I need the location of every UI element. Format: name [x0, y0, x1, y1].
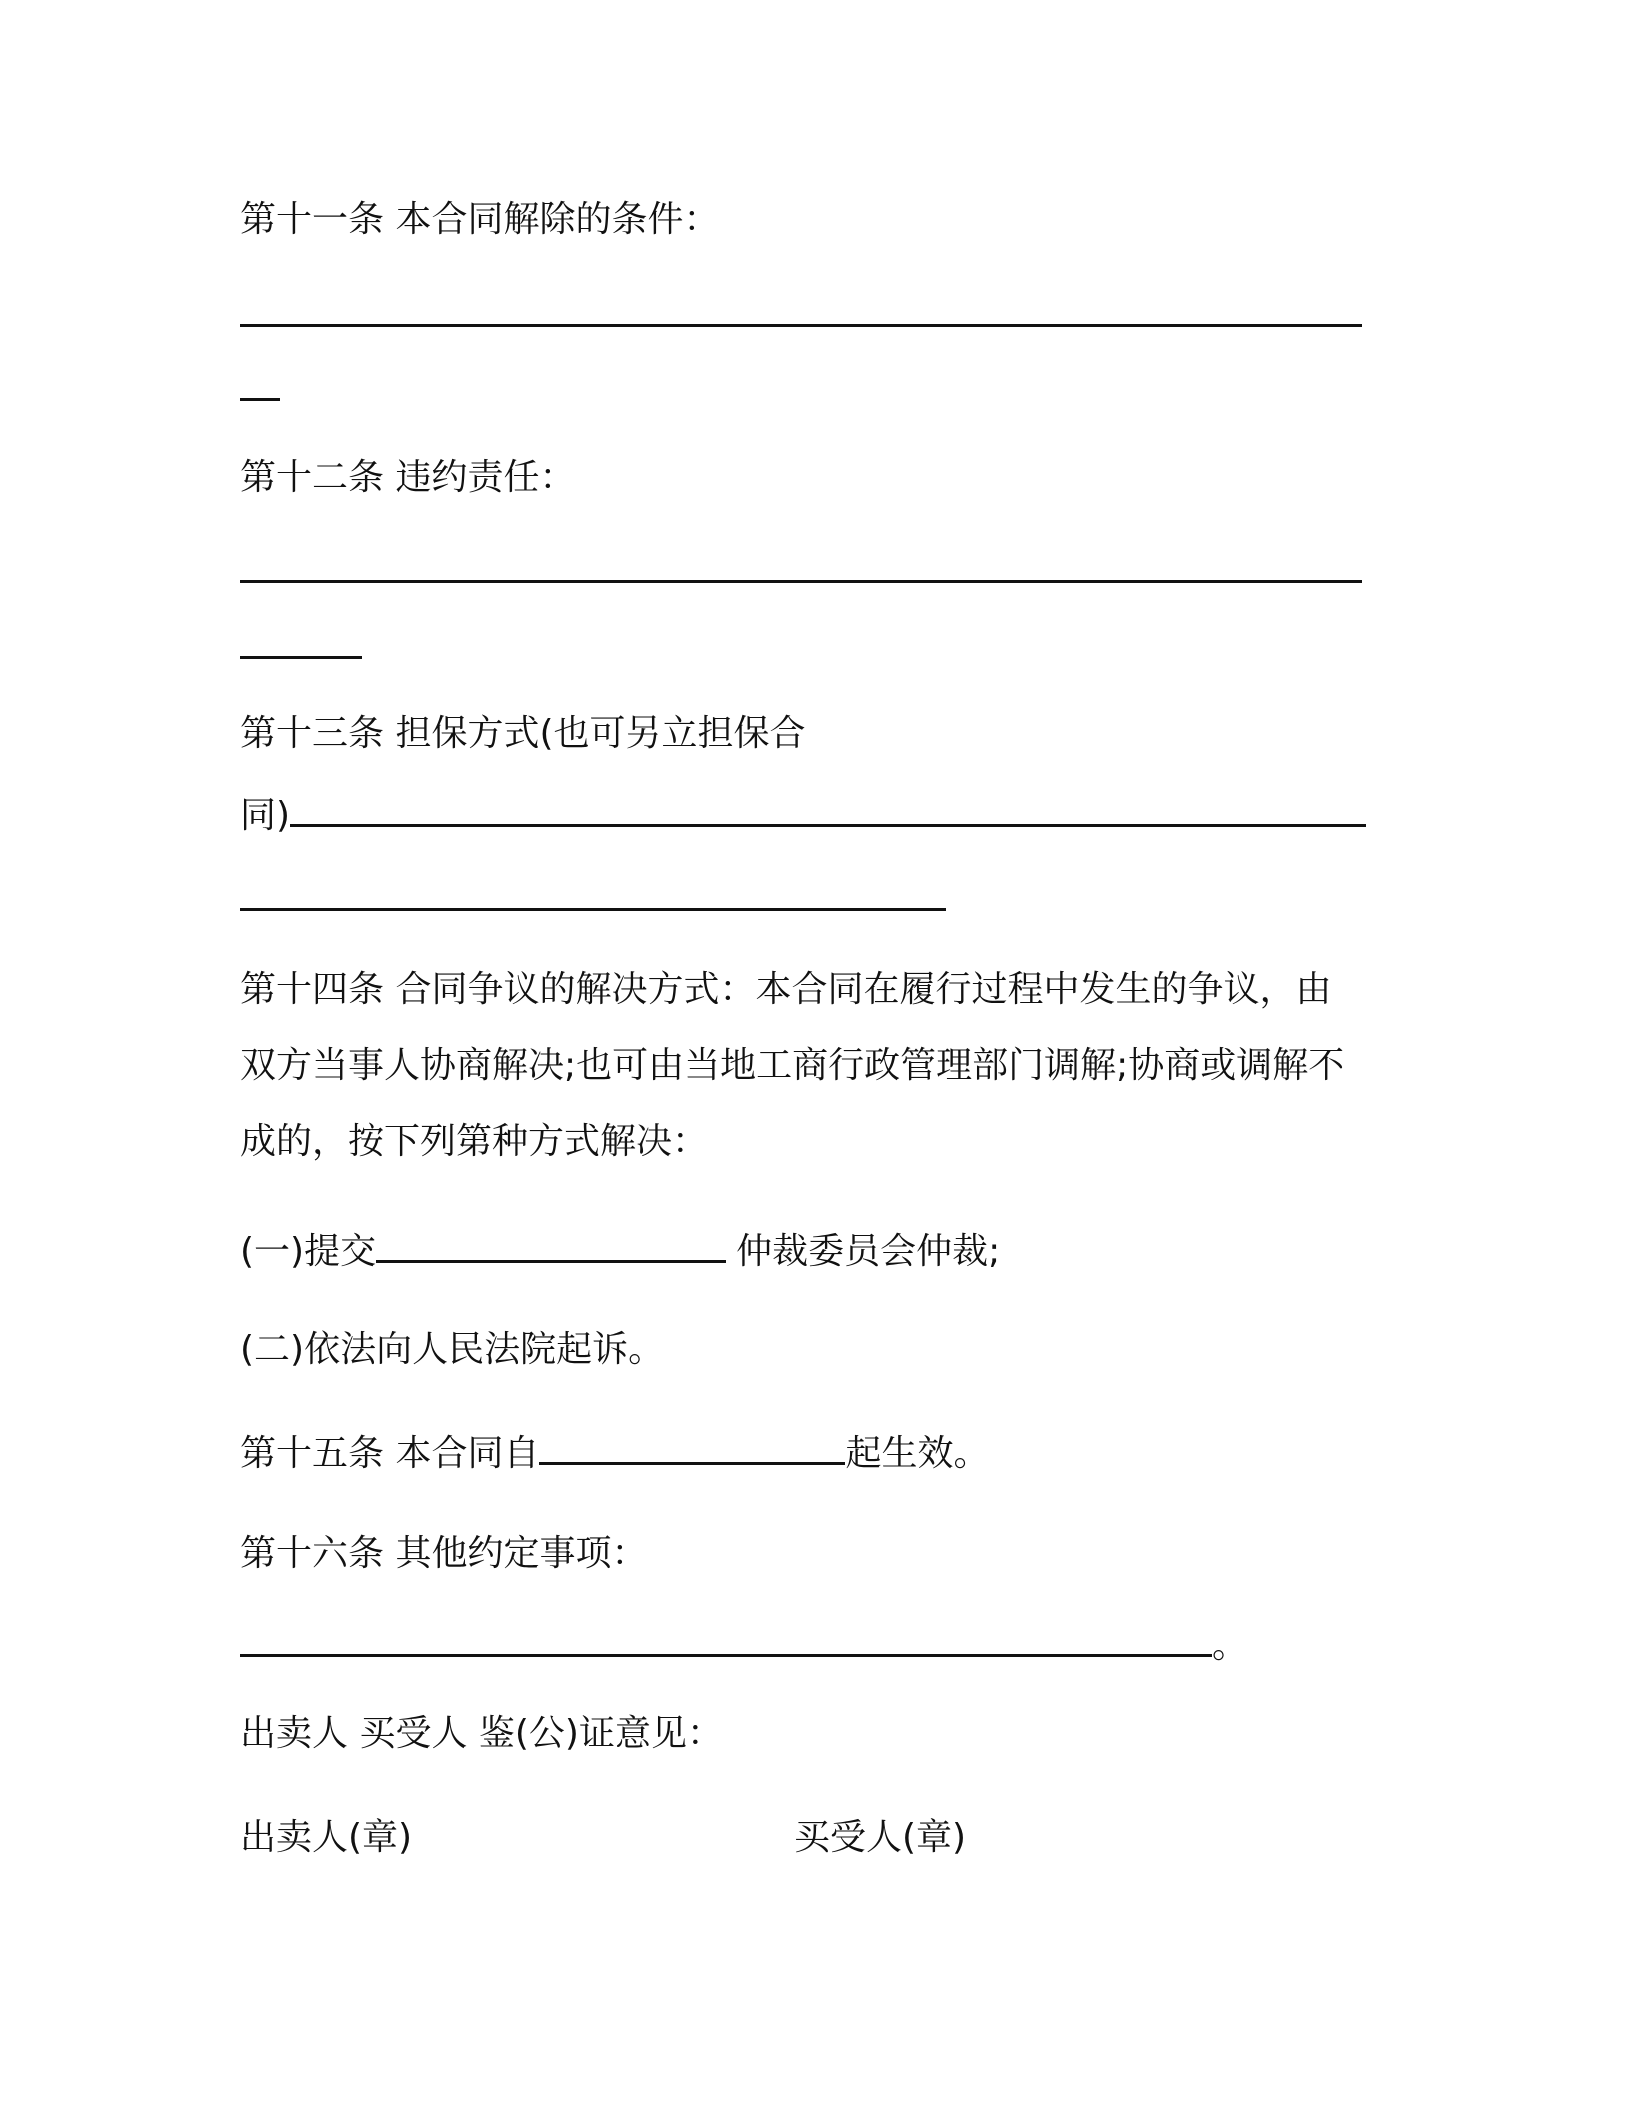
article-11-blank-line-2 — [240, 364, 280, 414]
article-14-option-1 — [240, 1226, 1000, 1276]
option-1-prefix: (一)提交 — [240, 1231, 377, 1272]
article-16-end-mark: 。 — [1212, 1625, 1249, 1666]
article-14-line-1: 第十四条 合同争议的解决方式：本合同在履行过程中发生的争议，由 — [240, 969, 1332, 1010]
article-12-blank-line-2 — [240, 622, 362, 672]
article-13-title: 第十三条 担保方式(也可另立担保合 — [240, 713, 806, 754]
article-16-title: 第十六条 其他约定事项： — [240, 1533, 648, 1574]
article-12-title: 第十二条 违约责任： — [240, 457, 576, 498]
article-11-title: 第十一条 本合同解除的条件： — [240, 199, 720, 240]
article-15 — [240, 1428, 989, 1478]
article-16-blank-line — [240, 1620, 1248, 1670]
article-13-blank-line-2 — [240, 874, 946, 924]
seller-signature: 出卖人(章) — [240, 1817, 413, 1858]
buyer-signature: 买受人(章) — [794, 1817, 967, 1858]
article-12-blank-line-1 — [240, 546, 1362, 596]
article-14-option-2: (二)依法向人民法院起诉。 — [240, 1329, 665, 1370]
article-13-continuation — [240, 790, 1366, 840]
article-13-cont-text: 同) — [240, 795, 291, 836]
article-14-line-2: 双方当事人协商解决;也可由当地工商行政管理部门调解;协商或调解不 — [240, 1045, 1345, 1086]
signature-heading: 出卖人 买受人 鉴(公)证意见： — [240, 1713, 723, 1754]
article-11-blank-line-1 — [240, 290, 1362, 340]
article-15-suffix: 起生效。 — [845, 1433, 990, 1474]
article-14-line-3: 成的，按下列第种方式解决： — [240, 1121, 709, 1162]
article-15-prefix: 第十五条 本合同自 — [240, 1433, 540, 1474]
option-1-suffix: 仲裁委员会仲裁; — [736, 1231, 1001, 1272]
